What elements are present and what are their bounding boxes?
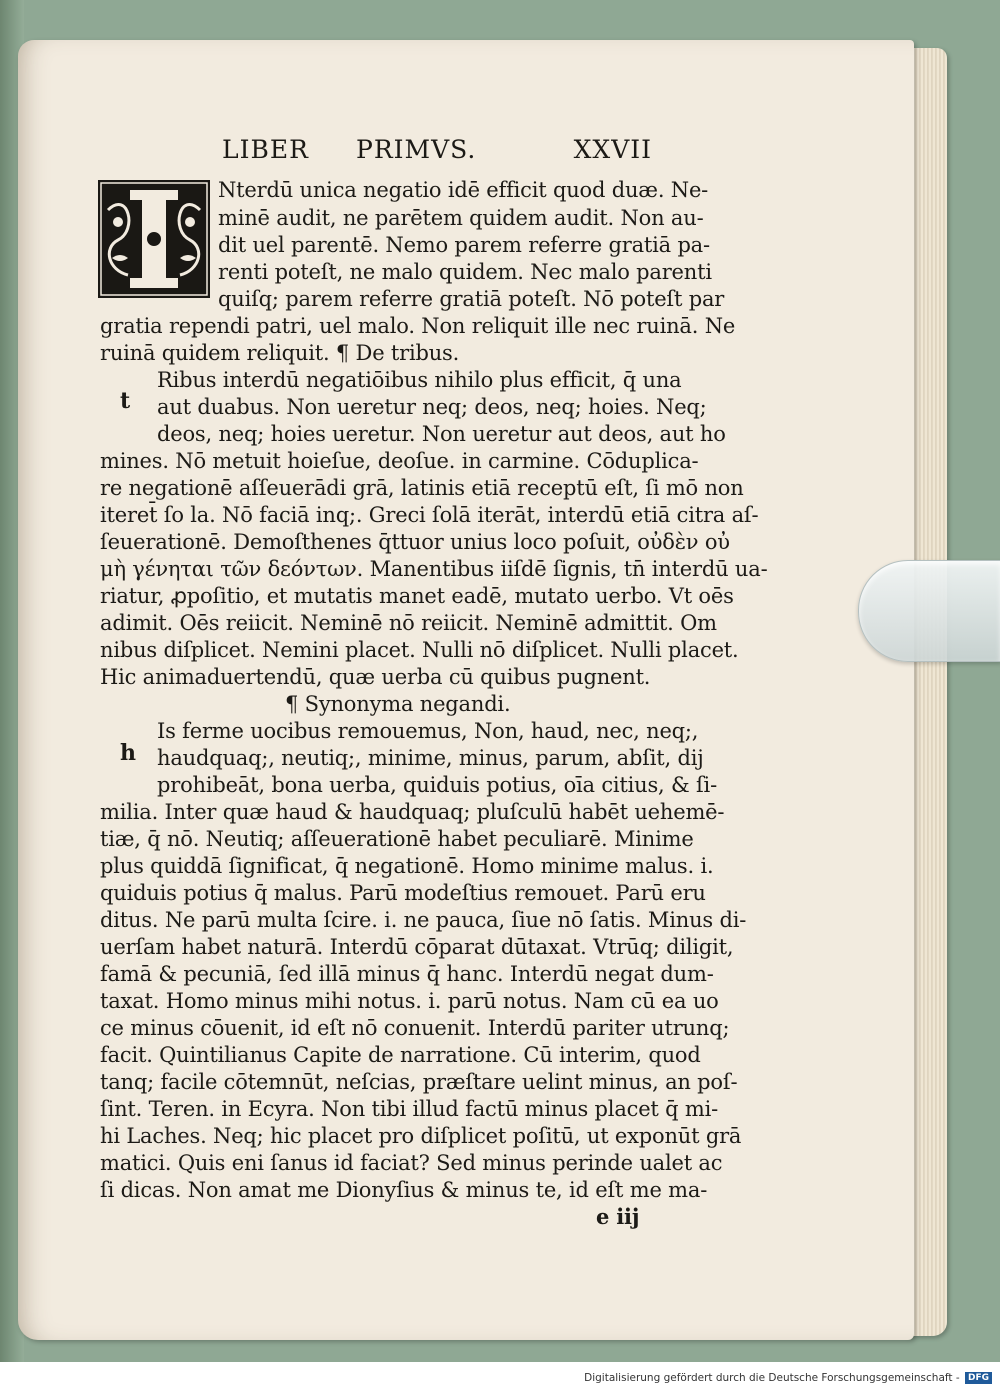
text-line-10: deos, neq; hoies ueretur. Non ueretur aut deos, aut ho [157, 422, 726, 446]
running-head [222, 135, 652, 171]
text-line-28: ditus. Ne parū multa ſcire. i. ne pauca, ſiue nō ſatis. Minus di- [100, 908, 747, 932]
text-line-9: aut duabus. Non ueretur neq; deos, neq; hoies. Neq; [157, 395, 707, 419]
text-line-27: quiduis potius q̄ malus. Parū modeſtius remouet. Parū eru [100, 881, 706, 905]
funding-notice-text: Digitalisierung gefördert durch die Deutsche Forschungsgemeinschaft - [584, 1372, 960, 1384]
margin-guide-letter-t: t [120, 388, 131, 414]
text-line-16: riatur, ꝓpoſitio, et mutatis manet eadē, mutato uerbo. Vt oēs [100, 584, 734, 608]
text-line-2: minē audit, ne parētem quidem audit. Non au- [218, 206, 704, 230]
folio-number: XXVII [573, 135, 652, 164]
text-line-32: ce minus cōuenit, id eſt nō conuenit. Interdū pariter utrunq; [100, 1016, 730, 1040]
text-line-13: iteret̄ ſo la. Nō faciā inq;. Greci ſolā iterāt, interdū etiā citra aſ- [100, 503, 759, 527]
text-line-1: Nterdū unica negatio idē efficit quod duæ. Ne- [218, 178, 709, 202]
text-line-25: tiæ, q̄ nō. Neutiq; aſſeuerationē habet peculiarē. Minime [100, 827, 694, 851]
text-line-14: ſeuerationē. Demoſthenes q̄ttuor unius loco poſuit, οὐδὲν οὐ [100, 530, 730, 554]
text-line-7: ruinā quidem reliquit. ¶ De tribus. [100, 341, 460, 365]
text-line-33: facit. Quintilianus Capite de narratione. Cū interim, quod [100, 1043, 701, 1067]
running-head-center: PRIMVS. [356, 135, 477, 164]
text-line-8: Ribus interdū negatiōibus nihilo plus efficit, q̄ una [157, 368, 682, 392]
section-heading-synonyma: ¶ Synonyma negandi. [285, 692, 511, 716]
text-line-12: re negationē aſſeuerādi grā, latinis etiā receptū eſt, ſi mō non [100, 476, 744, 500]
text-line-5: quiſq; parem referre gratiā poteſt. Nō poteſt par [218, 287, 725, 311]
dfg-logo-icon: DFG [965, 1372, 992, 1384]
text-line-6: gratia rependi patri, uel malo. Non reliquit ille nec ruinā. Ne [100, 314, 736, 338]
text-line-11: mines. Nō metuit hoieſue, deoſue. in carmine. Cōduplica- [100, 449, 699, 473]
signature-mark: e iij [596, 1204, 640, 1229]
text-line-15: μὴ γένηται τῶν δεόντων. Manentibus iiſdē ſignis, tn̄ interdū ua- [100, 557, 768, 581]
text-line-17: adimit. Oēs reiicit. Neminē nō reiicit. Neminē admittit. Om [100, 611, 717, 635]
running-head-left: LIBER [222, 135, 309, 164]
text-line-31: taxat. Homo minus mihi notus. i. parū notus. Nam cū ea uo [100, 989, 719, 1013]
text-line-24: milia. Inter quæ haud & haudquaq; pluſculū habēt uehemē- [100, 800, 725, 824]
funding-notice [584, 1372, 992, 1384]
text-line-29: uerſam habet naturā. Interdū cōparat dūtaxat. Vtrūq; diligit, [100, 935, 734, 959]
decorated-initial-i-icon [98, 180, 210, 298]
text-line-21: Is ferme uocibus remouemus, Non, haud, nec, neq;, [157, 719, 699, 743]
text-line-4: renti poteſt, ne malo quidem. Nec malo parenti [218, 260, 712, 284]
text-line-23: prohibeāt, bona uerba, quiduis potius, oīa citius, & ſi- [157, 773, 717, 797]
text-line-26: plus quiddā ſignificat, q̄ negationē. Homo minime malus. i. [100, 854, 714, 878]
text-line-38: ſi dicas. Non amat me Dionyſius & minus te, id eſt me ma- [100, 1178, 708, 1202]
page-clip [858, 560, 1000, 662]
text-line-18: nibus diſplicet. Nemini placet. Nulli nō diſplicet. Nulli placet. [100, 638, 739, 662]
text-line-22: haudquaq;, neutiq;, minime, minus, parum, abſit, dij [157, 746, 704, 770]
text-line-3: dit uel parentē. Nemo parem referre gratiā pa- [218, 233, 710, 257]
text-line-30: famā & pecuniā, ſed illā minus q̄ hanc. Interdū negat dum- [100, 962, 714, 986]
text-line-36: hi Laches. Neq; hic placet pro diſplicet poſitū, ut exponūt grā [100, 1124, 742, 1148]
text-line-35: ſint. Teren. in Ecyra. Non tibi illud factū minus placet q̄ mi- [100, 1097, 718, 1121]
text-line-37: matici. Quis eni ſanus id faciat? Sed minus perinde ualet ac [100, 1151, 723, 1175]
text-line-19: Hic animaduertendū, quæ uerba cū quibus pugnent. [100, 665, 651, 689]
text-line-34: tanq; facile cōtemnūt, neſcias, præſtare uelint minus, an poſ- [100, 1070, 738, 1094]
margin-guide-letter-h: h [120, 740, 136, 766]
